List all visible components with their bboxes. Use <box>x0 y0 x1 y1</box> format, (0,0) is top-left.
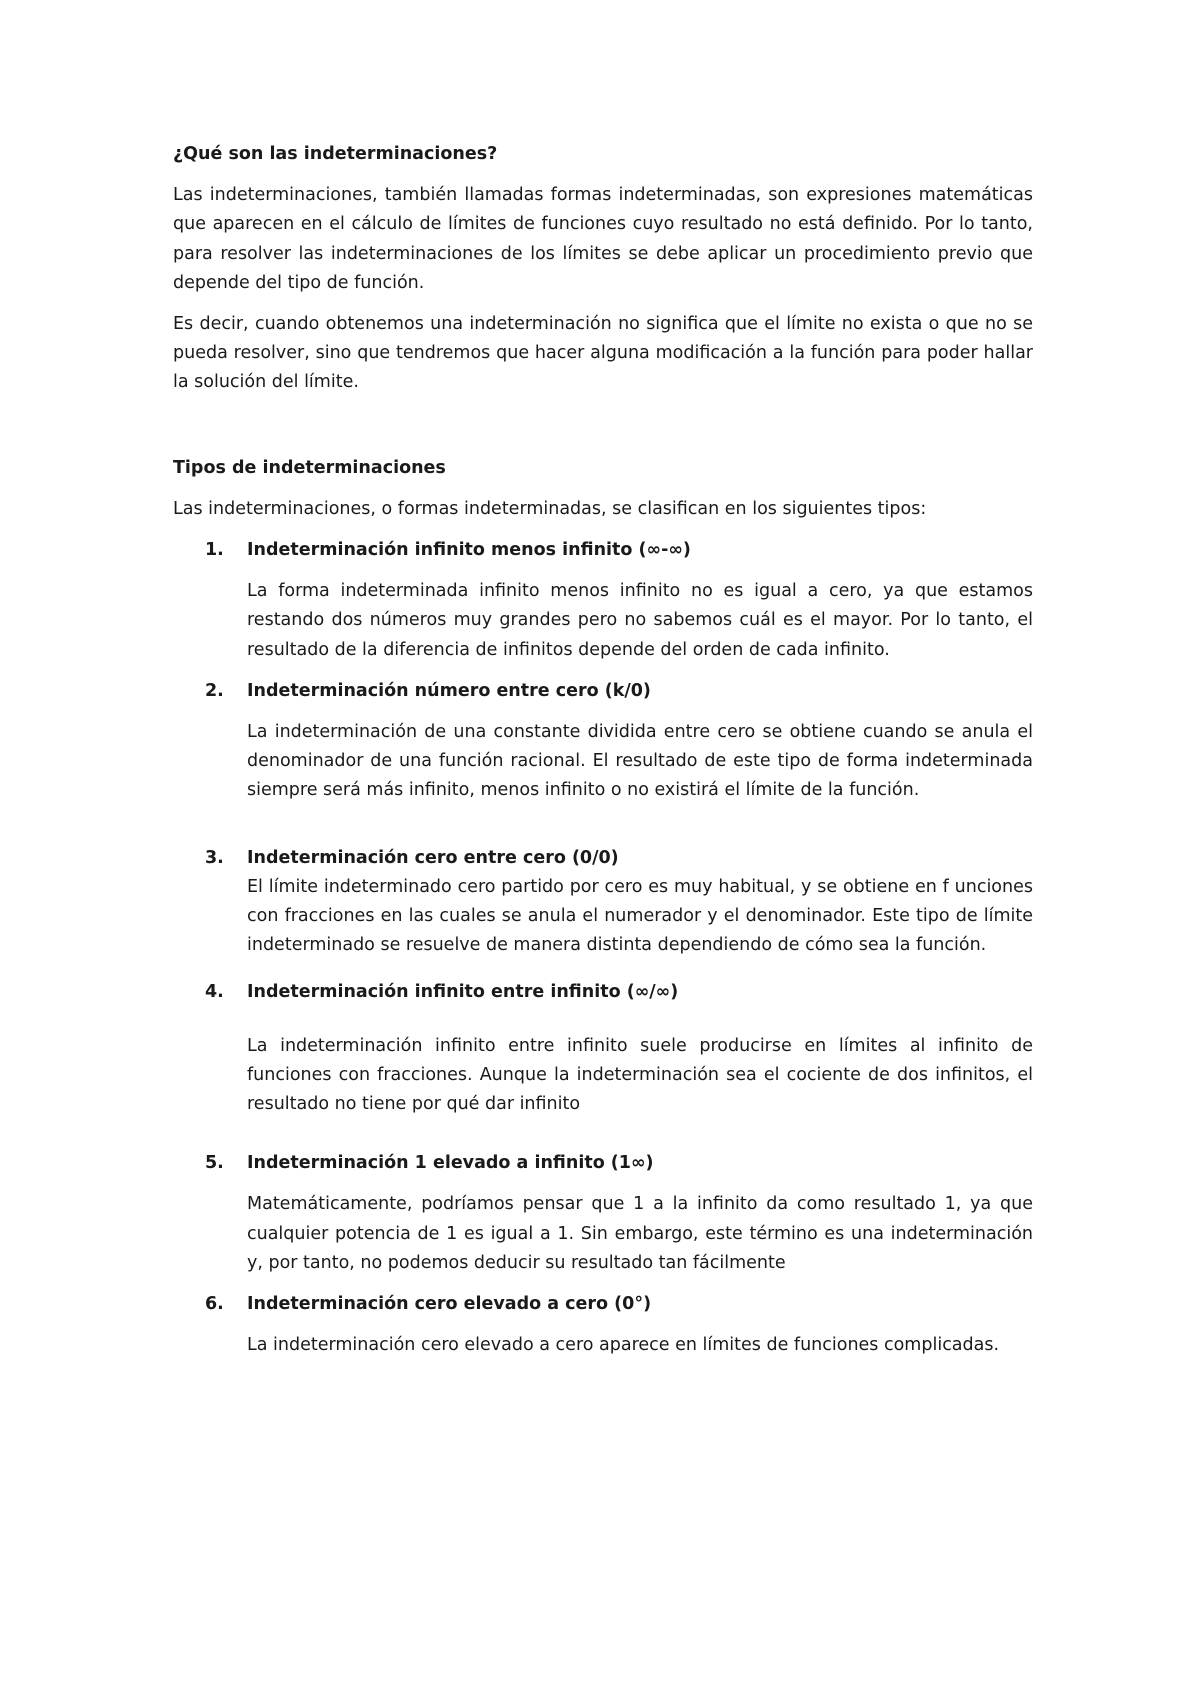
paragraph-definition: Las indeterminaciones, también llamadas formas indeterminadas, son expresiones matemáticas que aparecen en el cálculo de límites de funciones cuyo resultado no está definido. Por lo tanto, para resolver las indeterminaciones de los límites se debe aplicar un procedimiento previo que depende del tipo de función. <box>173 185 1033 293</box>
list-item-number: 6. <box>205 1294 224 1315</box>
paragraph-explanation: Es decir, cuando obtenemos una indeterminación no significa que el límite no exista o que no se pueda resolver, sino que tendremos que hacer alguna modificación a la función para poder hallar la solución del límite. <box>173 314 1033 393</box>
list-item-body: La indeterminación infinito entre infinito suele producirse en límites al infinito de funciones con fracciones. Aunque la indeterminación sea el cociente de dos infinitos, el resultado no tiene por qué dar infinito <box>247 1035 1033 1115</box>
list-item-body: El límite indeterminado cero partido por cero es muy habitual, y se obtiene en f unciones con fracciones en las cuales se anula el numerador y el denominador. Este tipo de límite indeterminado se resuelve de manera distinta dependiendo de cómo sea la función. <box>247 876 1033 956</box>
types-list <box>173 536 1033 1360</box>
list-item-title: Indeterminación número entre cero (k/0) <box>247 680 651 701</box>
list-item-number: 5. <box>205 1153 224 1174</box>
list-item <box>173 1290 1033 1360</box>
list-item-title: Indeterminación cero entre cero (0/0) <box>247 847 619 868</box>
list-item-body: La forma indeterminada infinito menos infinito no es igual a cero, ya que estamos restando dos números muy grandes pero no sabemos cuál es el mayor. Por lo tanto, el resultado de la diferencia de infinitos depende del orden de cada infinito. <box>247 581 1033 660</box>
list-item-number: 4. <box>205 982 224 1003</box>
list-item-title: Indeterminación cero elevado a cero (0°) <box>247 1294 652 1315</box>
list-item <box>173 1149 1033 1278</box>
list-item-body: Matemáticamente, podríamos pensar que 1 a la infinito da como resultado 1, ya que cualquier potencia de 1 es igual a 1. Sin embargo, este término es una indeterminación y, por tanto, no podemos deducir su resultado tan fácilmente <box>247 1194 1033 1273</box>
list-item <box>173 677 1033 806</box>
section-spacer <box>173 410 1033 454</box>
list-item-title: Indeterminación 1 elevado a infinito (1∞) <box>247 1153 654 1174</box>
list-item <box>173 536 1033 665</box>
list-item-number: 2. <box>205 680 224 701</box>
list-item <box>173 844 1033 961</box>
list-item-title: Indeterminación infinito menos infinito (∞-∞) <box>247 540 691 561</box>
list-item-title: Indeterminación infinito entre infinito (∞/∞) <box>247 982 679 1003</box>
section-heading-what-are: ¿Qué son las indeterminaciones? <box>173 144 498 164</box>
list-item <box>173 978 1033 1119</box>
document-page <box>173 140 1033 1373</box>
list-item-number: 1. <box>205 540 224 561</box>
types-intro: Las indeterminaciones, o formas indeterminadas, se clasifican en los siguientes tipos: <box>173 498 927 519</box>
list-item-body: La indeterminación de una constante dividida entre cero se obtiene cuando se anula el denominador de una función racional. El resultado de este tipo de forma indeterminada siempre será más infinito, menos infinito o no existirá el límite de la función. <box>247 722 1033 801</box>
list-item-body: La indeterminación cero elevado a cero aparece en límites de funciones complicadas. <box>247 1335 1000 1356</box>
list-item-number: 3. <box>205 847 224 868</box>
section-heading-types: Tipos de indeterminaciones <box>173 457 446 478</box>
